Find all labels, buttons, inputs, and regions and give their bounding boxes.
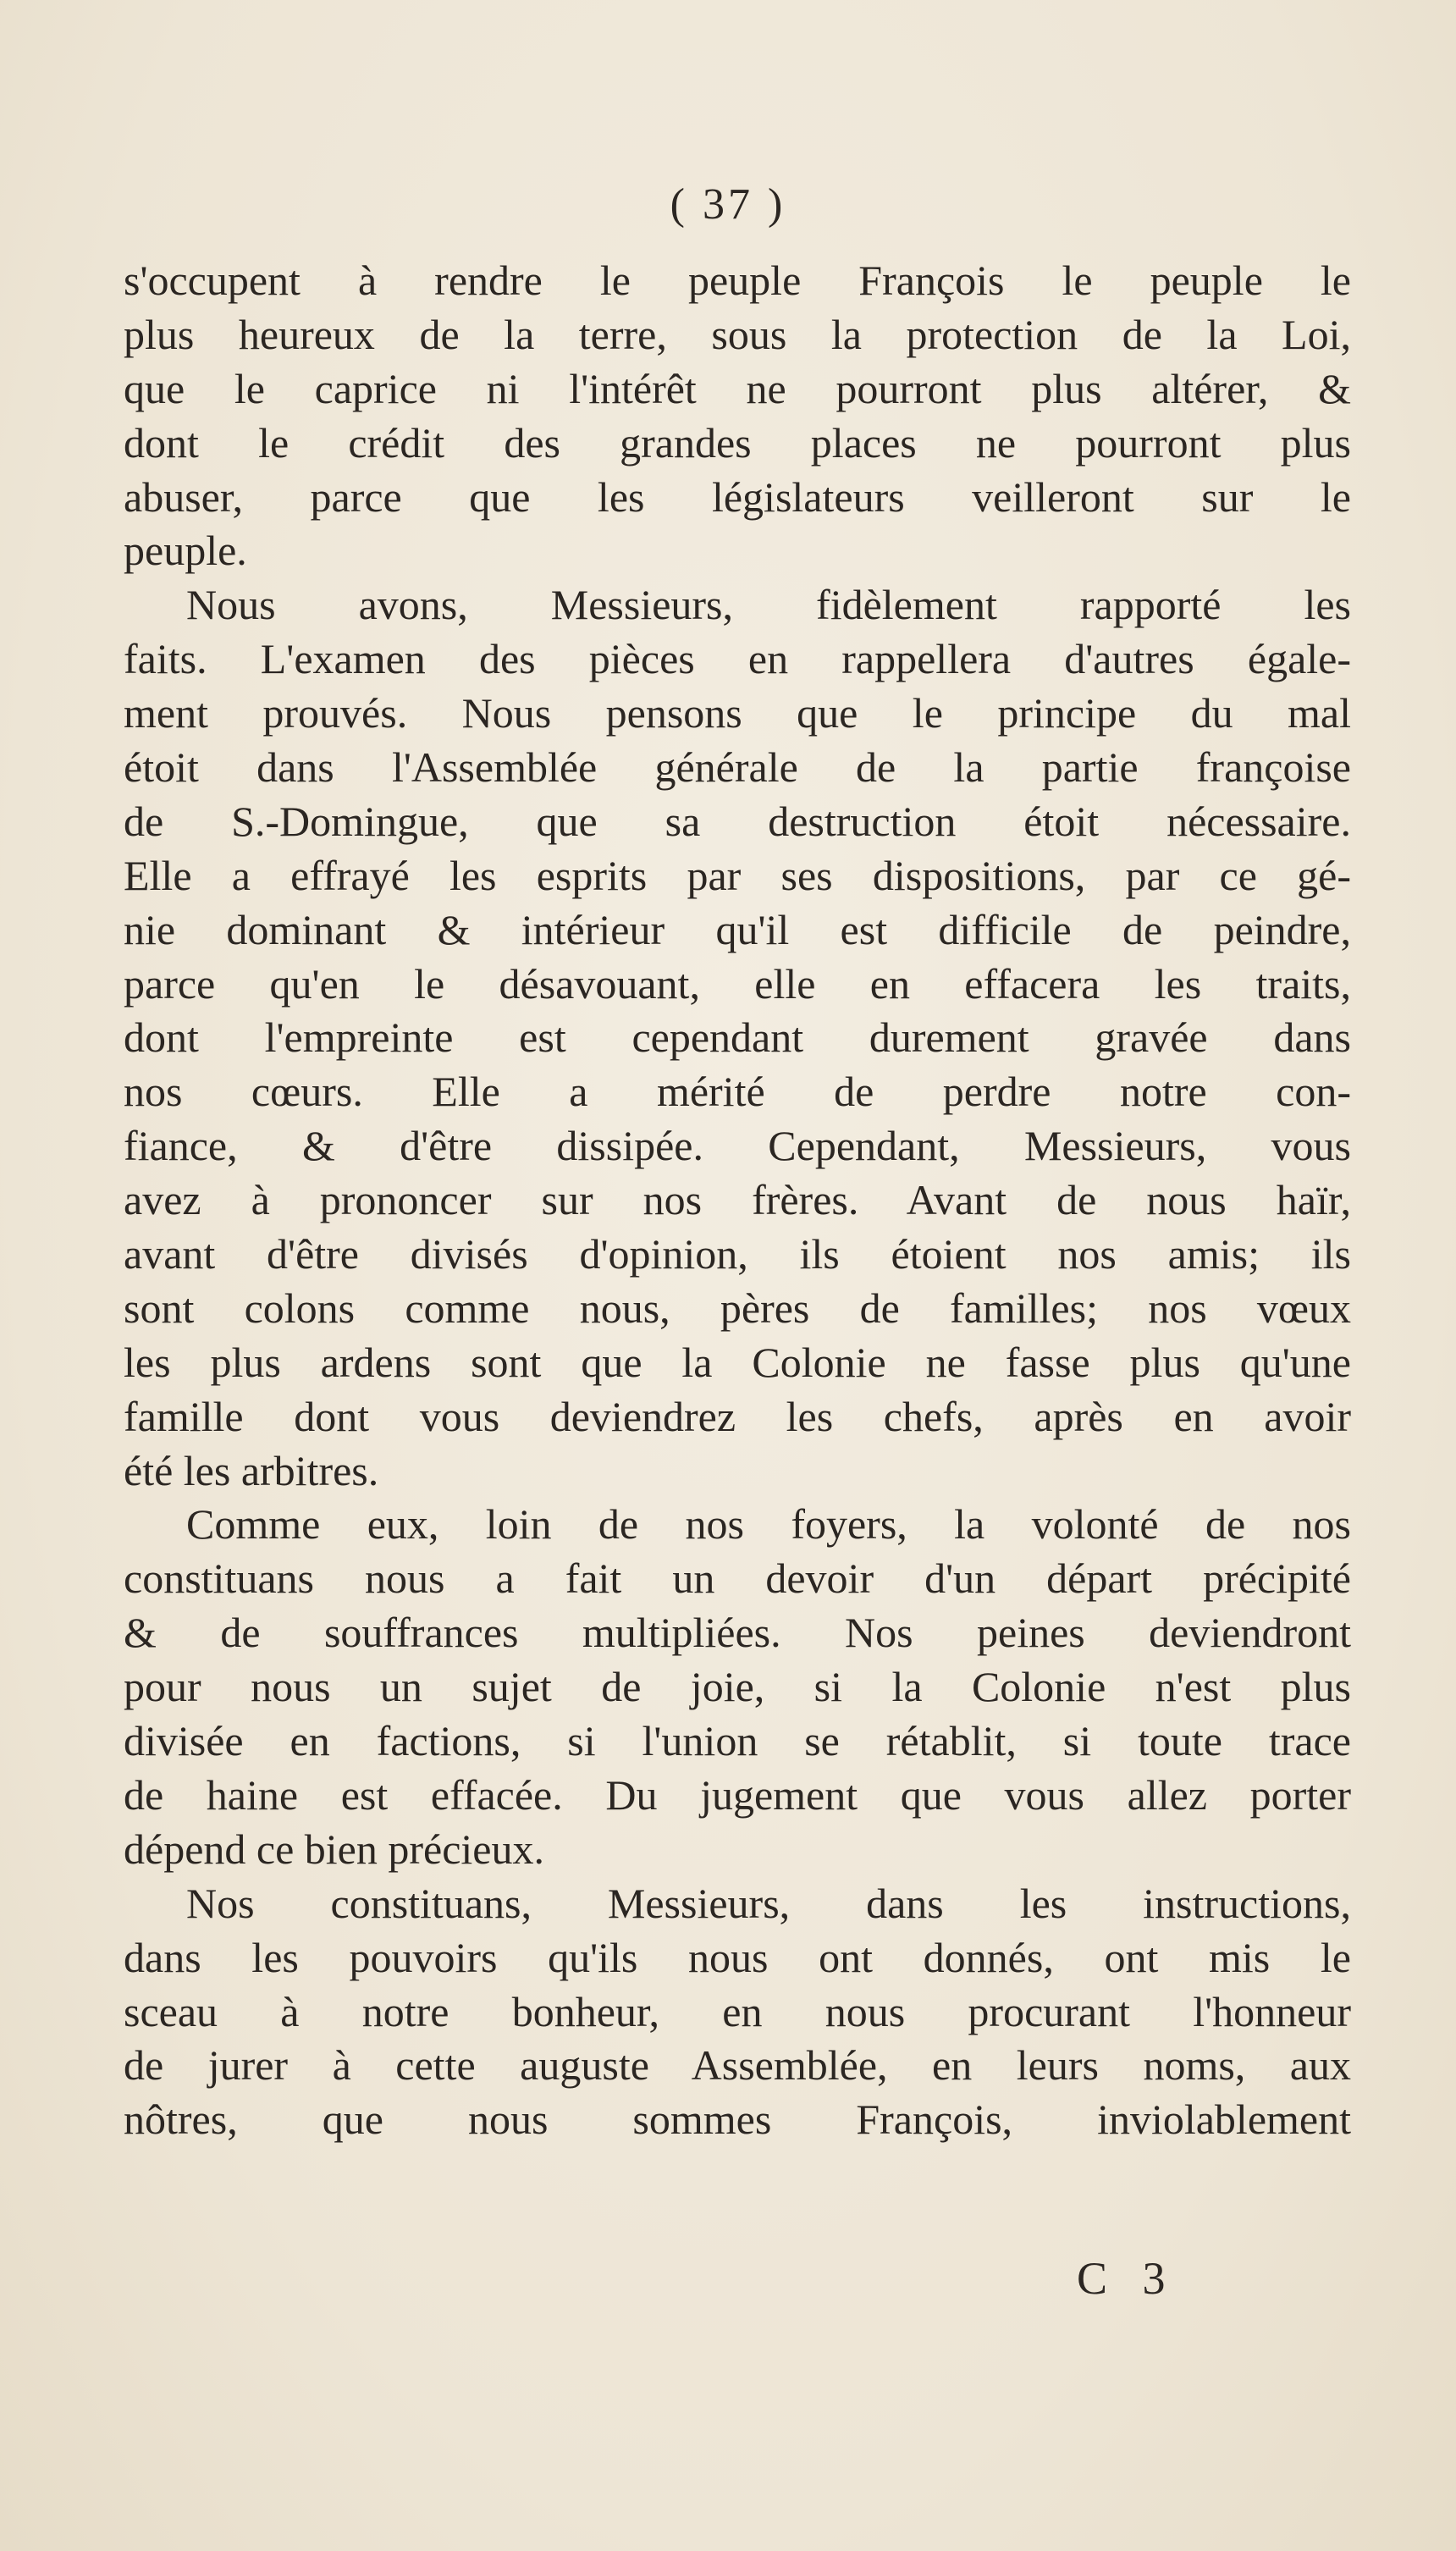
text-line: nos cœurs. Elle a mérité de perdre notre con- [124,1068,1351,1116]
text-line: de S.-Domingue, que sa destruction étoit nécessaire. [124,797,1351,845]
text-line: & de souffrances multipliées. Nos peines deviendront [124,1609,1351,1657]
text-line: peuple. [124,527,247,575]
page-number: ( 37 ) [670,180,786,229]
signature-mark: C 3 [1077,2253,1177,2304]
text-line: avez à prononcer sur nos frères. Avant de nous haïr, [124,1176,1351,1224]
text-line: Comme eux, loin de nos foyers, la volonté de nos [186,1500,1351,1549]
text-line: étoit dans l'Assemblée générale de la partie françoise [124,743,1351,792]
text-line: ment prouvés. Nous pensons que le principe du mal [124,689,1351,737]
text-line: Nos constituans, Messieurs, dans les instructions, [186,1879,1351,1927]
text-line: dont le crédit des grandes places ne pourront plus [124,418,1351,467]
text-line: nôtres, que nous sommes François, inviolablement [124,2095,1351,2144]
text-line: s'occupent à rendre le peuple François le peuple le [124,257,1351,304]
text-line: dépend ce bien précieux. [124,1825,544,1873]
text-line: de jurer à cette auguste Assemblée, en leurs noms, aux [124,2041,1351,2090]
text-line: Elle a effrayé les esprits par ses dispositions, par ce gé- [124,851,1351,899]
text-line: constituans nous a fait un devoir d'un départ précipité [124,1554,1351,1603]
text-line: parce qu'en le désavouant, elle en effacera les traits, [124,959,1351,1008]
body-text [124,254,1351,2147]
text-line: que le caprice ni l'intérêt ne pourront plus altérer, & [124,364,1351,412]
text-line: été les arbitres. [124,1446,379,1494]
text-line: Nous avons, Messieurs, fidèlement rapporté les [186,581,1351,629]
text-line: plus heureux de la terre, sous la protection de la Loi, [124,310,1351,358]
text-line: sont colons comme nous, pères de familles; nos vœux [124,1284,1351,1332]
text-line: dont l'empreinte est cependant durement gravée dans [124,1013,1351,1062]
text-line: de haine est effacée. Du jugement que vous allez porter [124,1770,1351,1819]
text-line: fiance, & d'être dissipée. Cependant, Messieurs, vous [124,1122,1351,1170]
text-line: abuser, parce que les législateurs veilleront sur le [124,472,1351,521]
text-line: divisée en factions, si l'union se rétablit, si toute trace [124,1717,1351,1765]
text-line: famille dont vous deviendrez les chefs, après en avoir [124,1392,1351,1440]
text-line: avant d'être divisés d'opinion, ils étoient nos amis; ils [124,1230,1351,1278]
text-line: dans les pouvoirs qu'ils nous ont donnés, ont mis le [124,1933,1351,1981]
text-line: les plus ardens sont que la Colonie ne fasse plus qu'une [124,1338,1351,1386]
text-line: pour nous un sujet de joie, si la Colonie n'est plus [124,1663,1351,1711]
text-line: faits. L'examen des pièces en rappellera d'autres égale- [124,635,1351,683]
text-line: sceau à notre bonheur, en nous procurant l'honneur [124,1987,1351,2035]
text-line: nie dominant & intérieur qu'il est difficile de peindre, [124,905,1351,953]
